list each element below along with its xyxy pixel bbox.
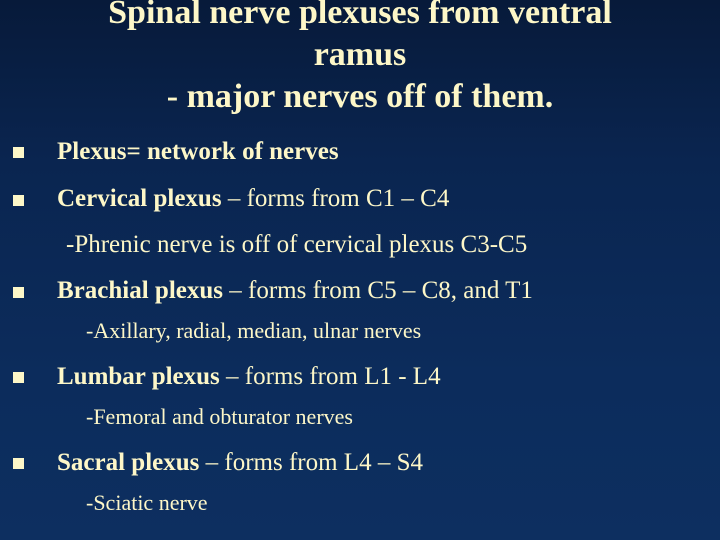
list-item-brachial-plexus <box>57 276 533 306</box>
item-bold-text: Lumbar plexus <box>57 363 220 390</box>
item-rest-text: – forms from C5 – C8, and T1 <box>223 277 533 304</box>
item-bold-text: Cervical plexus <box>57 185 222 212</box>
item-rest-text: – forms from L4 – S4 <box>199 449 423 476</box>
list-item-plexus-definition <box>57 137 339 167</box>
square-bullet-icon <box>8 456 28 470</box>
title-line-2: ramus <box>313 36 407 73</box>
slide-title <box>0 0 720 118</box>
square-bullet-icon <box>8 285 28 299</box>
title-line-1: Spinal nerve plexuses from ventral <box>108 0 612 31</box>
item-bold-text: Sacral plexus <box>57 449 200 476</box>
sub-item-brachial-nerves: -Axillary, radial, median, ulnar nerves <box>86 318 422 343</box>
item-bold-text: Brachial plexus <box>57 277 223 304</box>
item-bold-text: Plexus= network of nerves <box>57 138 339 165</box>
item-rest-text: – forms from C1 – C4 <box>221 185 450 212</box>
square-bullet-icon <box>8 193 28 207</box>
list-item-cervical-plexus <box>57 184 449 214</box>
list-item-lumbar-plexus <box>57 362 441 392</box>
item-rest-text: – forms from L1 - L4 <box>219 363 441 390</box>
sub-item-phrenic-nerve: -Phrenic nerve is off of cervical plexus C3-C5 <box>66 231 528 258</box>
list-item-sacral-plexus <box>57 448 423 478</box>
title-line-3: - major nerves off of them. <box>166 78 554 115</box>
square-bullet-icon <box>8 145 28 159</box>
square-bullet-icon <box>8 370 28 384</box>
sub-item-sciatic-nerve: -Sciatic nerve <box>86 490 208 515</box>
sub-item-lumbar-nerves: -Femoral and obturator nerves <box>86 404 353 429</box>
